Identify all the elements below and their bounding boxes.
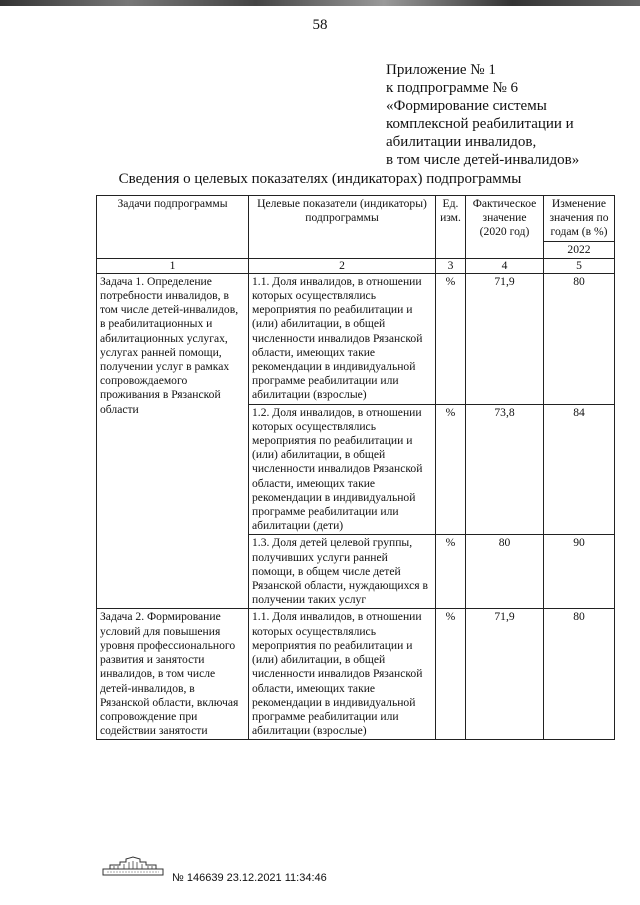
government-emblem-stamp [102, 856, 164, 876]
unit-cell: % [436, 535, 466, 609]
page-number: 58 [312, 17, 328, 33]
unit-cell: % [436, 273, 466, 404]
document-title: Сведения о целевых показателях (индикаторах) подпрограммы [118, 171, 522, 187]
appendix-line: абилитации инвалидов, [386, 134, 537, 150]
column-number: 5 [544, 258, 615, 273]
column-number: 1 [97, 258, 249, 273]
target-value-cell: 90 [544, 535, 615, 609]
target-value-cell: 84 [544, 404, 615, 535]
actual-value-cell: 73,8 [466, 404, 544, 535]
appendix-line: комплексной реабилитации и [386, 116, 574, 132]
task-cell: Задача 1. Определение потребности инвалидов, в том числе детей-инвалидов, в реабилитационных и абилитационных услугах, услугах ранней помощи, получении услуг в рамках сопровождаемого проживания в Рязанской области [97, 273, 249, 609]
indicator-cell: 1.3. Доля детей целевой группы, получивших услуги ранней помощи, в общем числе детей Рязанской области, нуждающихся в получении таких услуг [249, 535, 436, 609]
indicators-table [96, 195, 615, 740]
actual-value-cell: 71,9 [466, 609, 544, 740]
appendix-line: к подпрограмме № 6 [386, 80, 519, 96]
unit-cell: % [436, 609, 466, 740]
task-cell: Задача 2. Формирование условий для повышения уровня профессионального развития и занятости инвалидов, в том числе детей-инвалидов, в Рязанской области, включая сопровождение при содействии занятости [97, 609, 249, 740]
scan-edge [0, 0, 640, 6]
target-value-cell: 80 [544, 273, 615, 404]
target-value-cell: 80 [544, 609, 615, 740]
appendix-line: «Формирование системы [386, 98, 547, 114]
unit-cell: % [436, 404, 466, 535]
column-number: 2 [249, 258, 436, 273]
column-number: 3 [436, 258, 466, 273]
appendix-line: Приложение № 1 [386, 62, 496, 78]
indicator-cell: 1.2. Доля инвалидов, в отношении которых осуществлялись мероприятия по реабилитации и (или) абилитации, в общей численности инвалидов Рязанской области, имеющих такие рекомендации в индивидуальной программе реабилитации или абилитации (дети) [249, 404, 436, 535]
header-year: 2022 [544, 241, 615, 258]
header-unit: Ед. изм. [436, 196, 466, 259]
indicator-cell: 1.1. Доля инвалидов, в отношении которых осуществлялись мероприятия по реабилитации и (или) абилитации, в общей численности инвалидов Рязанской области, имеющих такие рекомендации в индивидуальной программе реабилитации или абилитации (взрослые) [249, 609, 436, 740]
header-change: Изменение значения по годам (в %) [544, 196, 615, 242]
column-numbers-row [97, 258, 615, 273]
appendix-block [386, 61, 579, 169]
actual-value-cell: 80 [466, 535, 544, 609]
table-row [97, 273, 615, 404]
header-indicators: Целевые показатели (индикаторы) подпрограммы [249, 196, 436, 259]
column-number: 4 [466, 258, 544, 273]
appendix-line: в том числе детей-инвалидов» [386, 152, 580, 168]
header-row [97, 196, 615, 242]
table-row [97, 609, 615, 740]
header-actual: Фактическое значение (2020 год) [466, 196, 544, 259]
actual-value-cell: 71,9 [466, 273, 544, 404]
indicator-cell: 1.1. Доля инвалидов, в отношении которых осуществлялись мероприятия по реабилитации и (или) абилитации, в общей численности инвалидов Рязанской области, имеющих такие рекомендации в индивидуальной программе реабилитации или абилитации (взрослые) [249, 273, 436, 404]
header-tasks: Задачи подпрограммы [97, 196, 249, 259]
document-id-stamp: № 146639 23.12.2021 11:34:46 [172, 872, 327, 884]
